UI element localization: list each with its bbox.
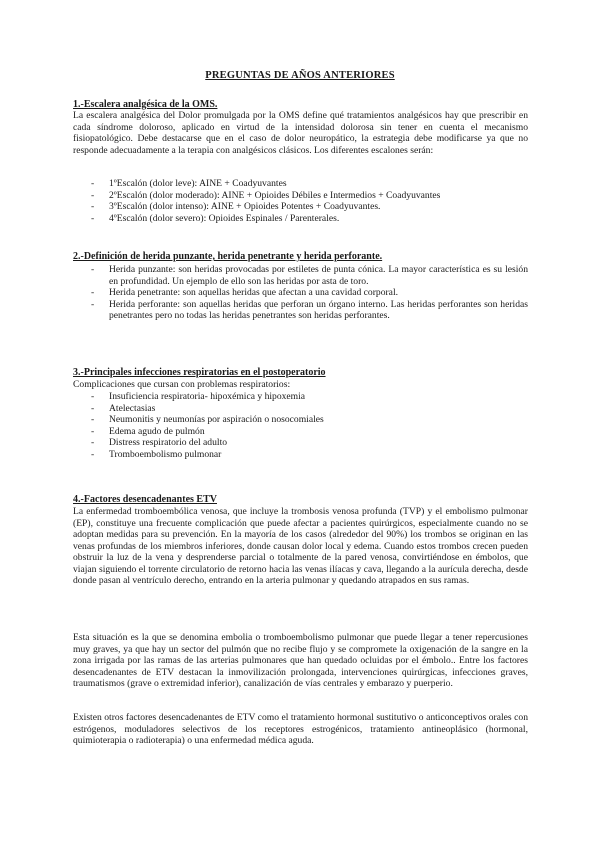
dash-bullet: - [91,201,95,212]
section-3-intro: Complicaciones que cursan con problemas respiratorios: [73,379,291,390]
dash-bullet: - [91,178,95,189]
dash-bullet: - [91,402,95,414]
section-1-intro: La escalera analgésica del Dolor promulgada por la OMS define qué tratamientos analgésicos hay que prescribir en cada síndrome doloroso, aplicado en virtud de la intensidad dolorosa sin tener en cuenta el mecanismo fisiopatológico. Debe destacarse que en el caso de dolor neuropático, la estrategia debe modificarse ya que no responde adecuadamente a la terapia con analgésicos clásicos. Los diferentes escalones serán: [73,110,528,156]
section-4-paragraph-3: Existen otros factores desencadenantes de ETV como el tratamiento hormonal sustitutivo o anticonceptivos orales con estrógenos, moduladores selectivos de los receptores estrogénicos, tratamiento antineoplásico (hormonal, quimioterapia o radioterapia) o una enfermedad médica aguda. [73,712,528,746]
dash-bullet: - [91,212,95,224]
list-item: - Neumonitis y neumonías por aspiración o nosocomiales [91,414,324,425]
section-4-heading: 4.-Factores desencadenantes ETV [73,494,217,505]
dash-bullet: - [91,437,95,448]
list-item: - Herida punzante: son heridas provocadas por estiletes de punta cónica. La mayor característica es su lesión en profundidad. Un ejemplo de ello son las heridas por asta de toro. [91,264,528,287]
section-2-list [73,264,528,322]
list-item: - Insuficiencia respiratoria- hipoxémica y hipoxemia [91,391,306,402]
section-4-paragraph-1: La enfermedad tromboembólica venosa, que incluye la trombosis venosa profunda (TVP) y el embolismo pulmonar (EP), constituye una frecuente complicación que puede afectar a pacientes quirúrgicos, especialmente cuando no se adoptan medidas para su prevención. En la mayoría de los casos (alrededor del 90%) los trombos se originan en las venas profundas de los miembros inferiores, donde causan dolor local y edema. Cuando estos trombos crecen pueden obstruir la luz de la vena y desprenderse parcial o totalmente de la pared venosa, convirtiéndose en émbolos, que viajan siguiendo el torrente circulatorio de retorno hacia las venas ilíacas y cava, llegando a la aurícula derecha, desde donde pasan al ventrículo derecho, entrando en la arteria pulmonar y quedando atrapados en sus ramas. [73,506,528,586]
list-item: - Herida penetrante: son aquellas heridas que afectan a una cavidad corporal. [91,287,399,298]
dash-bullet: - [91,298,95,310]
page-title: PREGUNTAS DE AÑOS ANTERIORES [205,70,395,81]
section-3-heading: 3.-Principales infecciones respiratorias en el postoperatorio [73,367,326,378]
dash-bullet: - [91,189,95,201]
list-item: - Distress respiratorio del adulto [91,437,228,448]
section-1-heading: 1.-Escalera analgésica de la OMS. [73,99,218,110]
list-item: - Atelectasias [91,402,156,414]
section-3-list [73,391,528,460]
dash-bullet: - [91,391,95,402]
list-item: - 4ºEscalón (dolor severo): Opioides Espinales / Parenterales. [91,212,340,224]
list-item: - Herida perforante: son aquellas heridas que perforan un órgano interno. Las heridas perforantes son heridas penetrantes pero no todas las heridas penetrantes son heridas perforantes. [91,298,528,321]
list-item: - 1ºEscalón (dolor leve): AINE + Coadyuvantes [91,178,287,189]
section-2-heading: 2.-Definición de herida punzante, herida penetrante y herida perforante. [73,251,383,262]
dash-bullet: - [91,287,95,298]
section-1-list [73,178,528,224]
list-item: - Edema agudo de pulmón [91,425,205,437]
dash-bullet: - [91,425,95,437]
list-item: - 2ºEscalón (dolor moderado): AINE + Opioides Débiles e Intermedios + Coadyuvantes [91,189,441,201]
list-item: - 3ºEscalón (dolor intenso): AINE + Opioides Potentes + Coadyuvantes. [91,201,381,212]
section-4-paragraph-2: Esta situación es la que se denomina embolia o tromboembolismo pulmonar que puede llegar a tener repercusiones muy graves, ya que hay un sector del pulmón que no recibe flujo y se compromete la oxigenación de la sangre en la zona irrigada por las ramas de las arterias pulmonares que han quedado ocluidas por el émbolo.. Entre los factores desencadenantes de ETV destacan la inmovilización prolongada, intervenciones quirúrgicas, infecciones graves, traumatismos (grave o extremidad inferior), canalización de vías centrales y embarazo y puerperio. [73,632,528,689]
dash-bullet: - [91,448,95,460]
list-item: - Tromboembolismo pulmonar [91,448,222,460]
dash-bullet: - [91,264,95,275]
dash-bullet: - [91,414,95,425]
